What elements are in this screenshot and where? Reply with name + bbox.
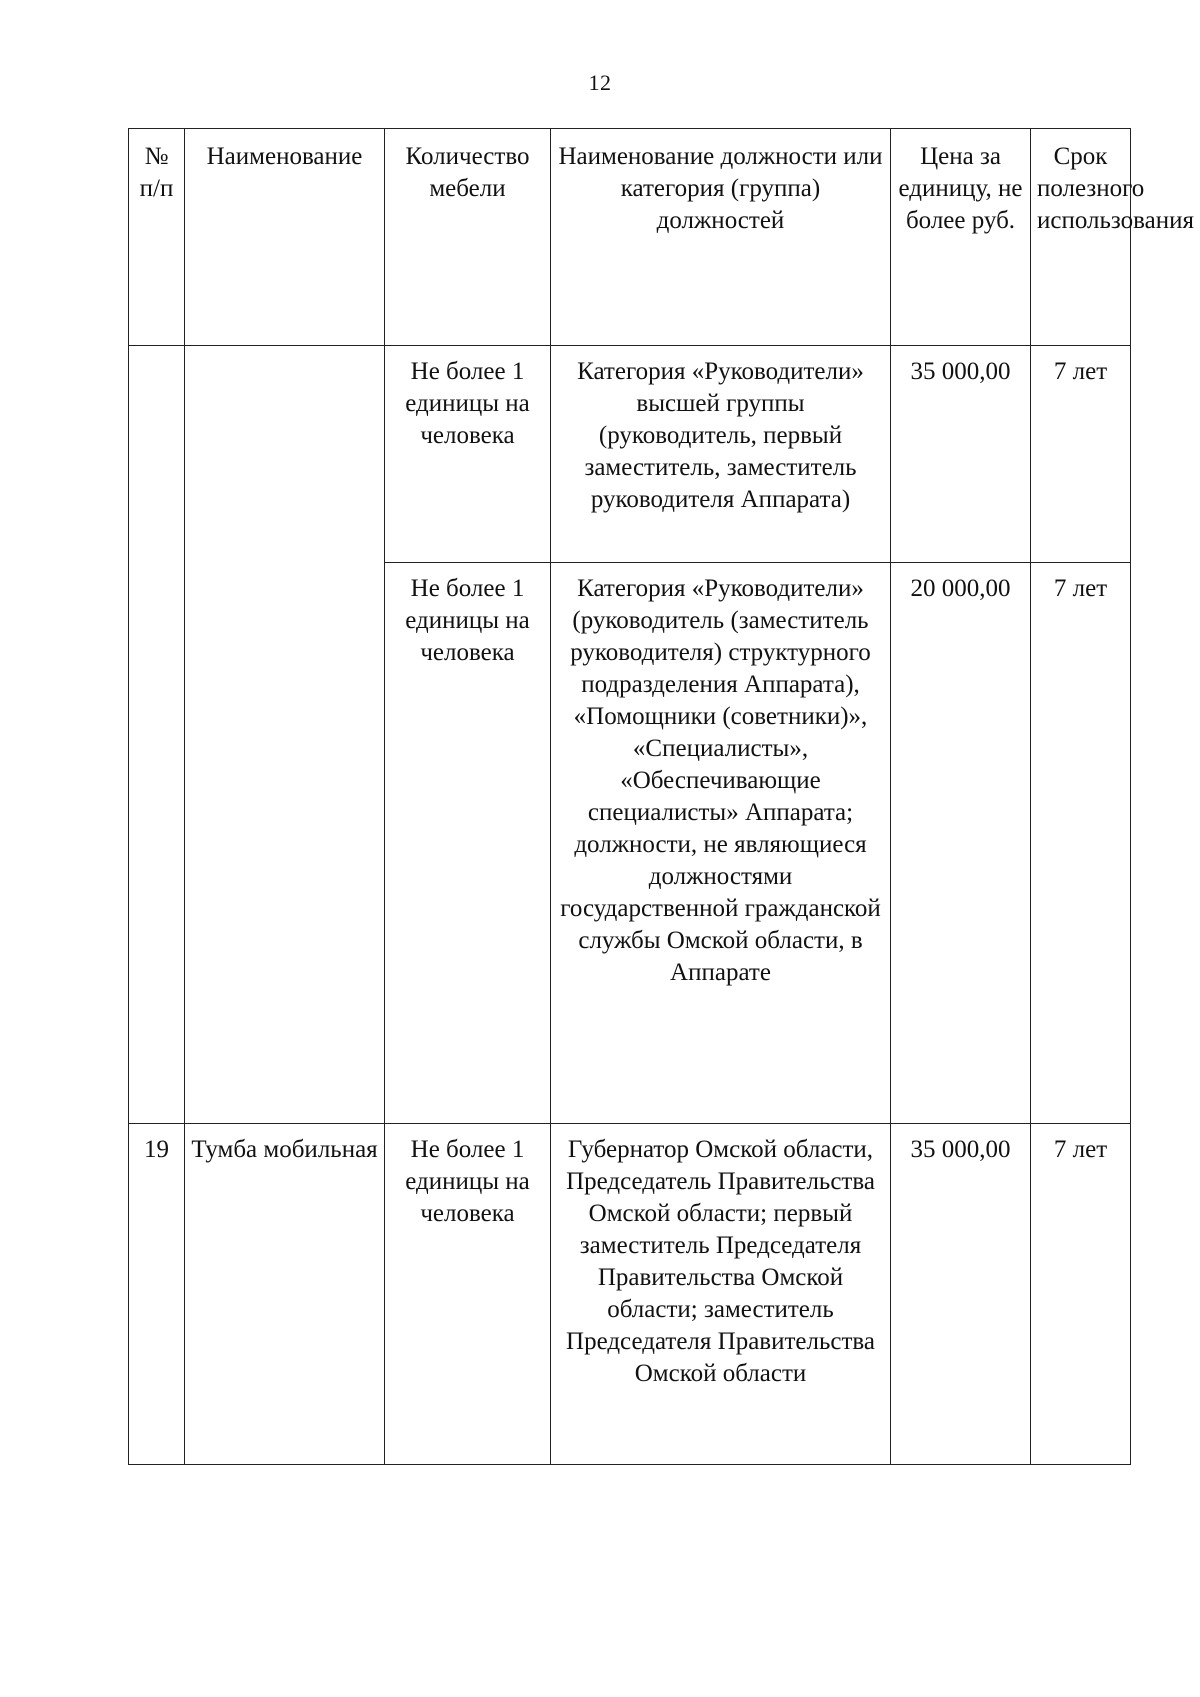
header-number: № п/п: [129, 129, 185, 346]
table-header-row: [129, 129, 1131, 346]
table-row: [129, 1124, 1131, 1465]
furniture-norms-table: [128, 128, 1194, 1465]
cell-term: 7 лет: [1031, 563, 1131, 1124]
cell-position: Губернатор Омской области, Председатель Правительства Омской области; первый заместитель Председателя Правительства Омской области; заместитель Председателя Правительства Омской области: [551, 1124, 891, 1465]
cell-price: 20 000,00: [891, 563, 1031, 1124]
cell-term: 7 лет: [1031, 1124, 1131, 1465]
page-number: 12: [588, 70, 612, 95]
table-row: [129, 346, 1131, 563]
cell-position: Категория «Руководители» высшей группы (руководитель, первый заместитель, заместитель руководителя Аппарата): [551, 346, 891, 563]
header-position: Наименование должности или категория (группа) должностей: [551, 129, 891, 346]
cell-position: Категория «Руководители» (руководитель (заместитель руководителя) структурного подразделения Аппарата), «Помощники (советники)», «Специалисты», «Обеспечивающие специалисты» Аппарата; должности, не являющиеся должностями государственной гражданской службы Омской области, в Аппарате: [551, 563, 891, 1124]
cell-term: 7 лет: [1031, 346, 1131, 563]
cell-name: Тумба мобильная: [185, 1124, 385, 1465]
cell-price: 35 000,00: [891, 346, 1031, 563]
cell-number: 19: [129, 1124, 185, 1465]
header-price: Цена за единицу, не более руб.: [891, 129, 1031, 346]
cell-price: 35 000,00: [891, 1124, 1031, 1465]
cell-number: [129, 346, 185, 1124]
header-quantity: Количество мебели: [385, 129, 551, 346]
header-name: Наименование: [185, 129, 385, 346]
cell-quantity: Не более 1 единицы на человека: [385, 563, 551, 1124]
cell-quantity: Не более 1 единицы на человека: [385, 346, 551, 563]
cell-name: [185, 346, 385, 1124]
header-term: Срок полезного использования: [1031, 129, 1131, 346]
cell-quantity: Не более 1 единицы на человека: [385, 1124, 551, 1465]
